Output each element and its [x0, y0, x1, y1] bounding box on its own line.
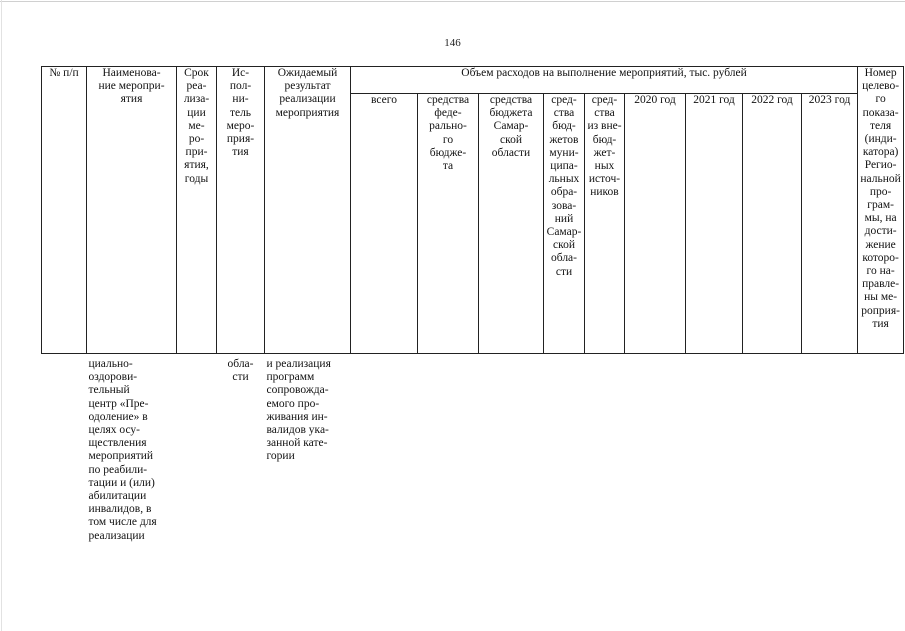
subheader-federal: средства феде- рально- го бюдже- та: [418, 94, 479, 354]
cell-result: и реализация программ сопровожда- емого про- живания ин- валидов ука- занной кате- гории: [266, 358, 331, 463]
subheader-nonbudget: сред- ства из вне- бюд- жет- ных источ- ников: [585, 94, 625, 354]
cell-2021: [686, 354, 743, 543]
cell-name: циально- оздорови- тельный центр «Пре- одоление» в целях осу- ществления мероприятий по реабили- тации и (или) абилитации инвалидов, в том числе для реализации: [88, 358, 157, 542]
cell-num: [42, 354, 87, 543]
header-row-1: [42, 67, 904, 94]
col-header-name: Наименова- ние меропри- ятия: [87, 67, 177, 354]
col-header-executor: Ис- пол- ни- тель меро- прия- тия: [217, 67, 265, 354]
subheader-total: всего: [351, 94, 418, 354]
page-number: 146: [444, 37, 461, 49]
cell-indicator: [858, 354, 904, 543]
subheader-regional: средства бюджета Самар- ской области: [479, 94, 544, 354]
col-header-result: Ожидаемый результат реализации мероприятия: [265, 67, 351, 354]
cell-federal: [418, 354, 479, 543]
col-header-expenses: Объем расходов на выполнение мероприятий, тыс. рублей: [351, 67, 858, 94]
cell-regional: [479, 354, 544, 543]
col-header-term: Срок реа- лиза- ции ме- ро- при- ятия, годы: [177, 67, 217, 354]
subheader-2020: 2020 год: [625, 94, 686, 354]
cell-2022: [743, 354, 802, 543]
cell-term: [177, 354, 217, 543]
col-header-indicator: Номер целево- го показа- теля (инди- катора) Регио- нальной про- грам- мы, на дости- жение которо- го на- правле- ны ме- роприя- тия: [858, 67, 904, 354]
subheader-municipal: сред- ства бюд- жетов муни- ципа- льных обра- зова- ний Самар- ской обла- сти: [544, 94, 585, 354]
cell-total: [351, 354, 418, 543]
col-header-num: № п/п: [42, 67, 87, 354]
cell-municipal: [544, 354, 585, 543]
budget-table: [41, 66, 904, 543]
scan-edge-top: [0, 1, 905, 2]
subheader-2021: 2021 год: [686, 94, 743, 354]
subheader-2022: 2022 год: [743, 94, 802, 354]
cell-2020: [625, 354, 686, 543]
cell-executor: обла- сти: [227, 358, 254, 384]
cell-2023: [802, 354, 858, 543]
cell-nonbudget: [585, 354, 625, 543]
subheader-2023: 2023 год: [802, 94, 858, 354]
table-row: [42, 354, 904, 543]
scan-edge-left: [1, 0, 2, 631]
